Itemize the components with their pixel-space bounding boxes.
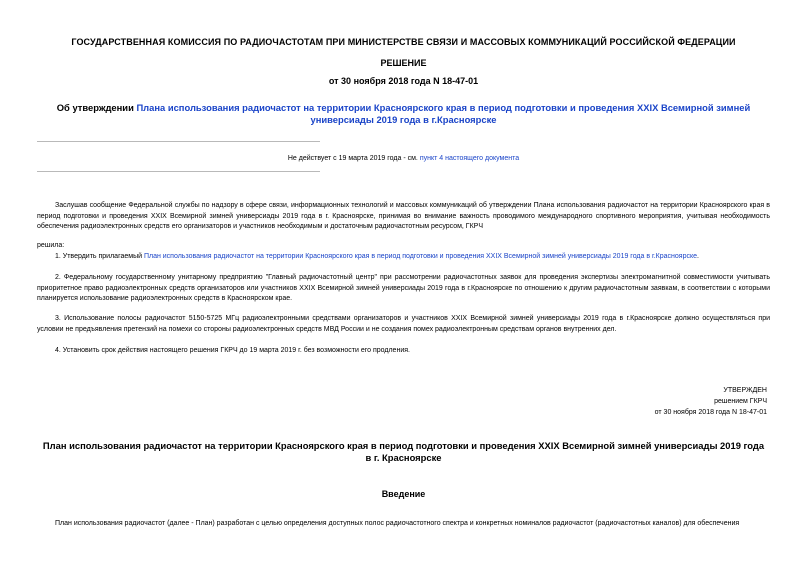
doc-type-heading: РЕШЕНИЕ xyxy=(380,58,427,68)
item-1 xyxy=(37,252,770,263)
approval-line-2: решением ГКРЧ xyxy=(714,398,767,405)
title-prefix: Об утверждении xyxy=(56,102,137,113)
status-note-link[interactable]: пункт 4 настоящего документа xyxy=(419,155,520,162)
status-note-text: Не действует с 19 марта 2019 года - см. xyxy=(287,155,420,162)
item-2: 2. Федеральному государственному унитарному предприятию "Главный радиочастотный центр" при рассмотрении радиочастотных заявок для проведения экспертизы электромагнитной совместимости учитывать приоритетное право радиоэлектронных средств организаторов или участников XXIX Всемирной зимней универсиады 2019 года в г.Красноярске по отношению к другим радиочастотным заявкам, в соответствии с которыми планируется использование радиоэлектронных средств в Красноярском крае. xyxy=(37,274,770,302)
approval-line-1: УТВЕРЖДЕН xyxy=(723,387,767,394)
approval-line-3: от 30 ноября 2018 года N 18-47-01 xyxy=(654,409,767,416)
date-number-heading: от 30 ноября 2018 года N 18-47-01 xyxy=(328,76,479,86)
status-note xyxy=(0,155,807,162)
item-1-plan-link[interactable]: План использования радиочастот на территории Красноярского края в период подготовки и проведения XXIX Всемирной зимней универсиады 2019 года в г.Красноярске xyxy=(143,253,698,260)
item-4: 4. Установить срок действия настоящего решения ГКРЧ до 19 марта 2019 г. без возможности его продления. xyxy=(55,347,410,354)
approval-block xyxy=(655,385,767,418)
item-1-suffix: . xyxy=(697,253,699,260)
plan-link[interactable]: Плана использования радиочастот на территории Красноярского края в период подготовки и проведения XXIX Всемирной зимней универсиады 2019 года в г.Красноярске xyxy=(136,102,751,125)
commission-heading: ГОСУДАРСТВЕННАЯ КОМИССИЯ ПО РАДИОЧАСТОТАМ ПРИ МИНИСТЕРСТВЕ СВЯЗИ И МАССОВЫХ КОММУНИКАЦИЙ РОССИЙСКОЙ ФЕДЕРАЦИИ xyxy=(71,37,736,47)
separator-top xyxy=(37,141,320,142)
section-heading-introduction: Введение xyxy=(381,489,426,499)
plan-title: План использования радиочастот на территории Красноярского края в период подготовки и проведения XXIX Всемирной зимней универсиады 2019 года в г. Красноярске xyxy=(42,440,765,463)
decided-label: решила: xyxy=(37,242,65,249)
item-3: 3. Использование полосы радиочастот 5150-5725 МГц радиоэлектронными средствами организаторов и участников XXIX Всемирной зимней универсиады 2019 года в г.Красноярске должно осуществляться при условии не предъявления претензий на помехи со стороны радиоэлектронных средств МВД России и не создания помех радиоэлектронным средствам органов внутренних дел. xyxy=(37,315,770,333)
preamble-paragraph: Заслушав сообщение Федеральной службы по надзору в сфере связи, информационных технологий и массовых коммуникаций об утверждении Плана использования радиочастот на территории Красноярского края в период подготовки и проведения XXIX Всемирной зимней универсиады 2019 года в г. Красноярске, принимая во внимание важность проводимого международного спортивного мероприятия, учитывая необходимость обеспечения радиоэлектронных средств его организаторов и участников необходимым и достаточным радиочастотным ресурсом, ГКРЧ xyxy=(37,202,770,230)
document-title xyxy=(40,102,767,126)
separator-bottom xyxy=(37,171,320,172)
intro-paragraph: План использования радиочастот (далее - План) разработан с целью определения доступных полос радиочастотного спектра и конкретных номиналов радиочастот (радиочастотных каналов) для обеспечения xyxy=(55,520,740,527)
item-1-prefix: 1. Утвердить прилагаемый xyxy=(55,253,144,260)
